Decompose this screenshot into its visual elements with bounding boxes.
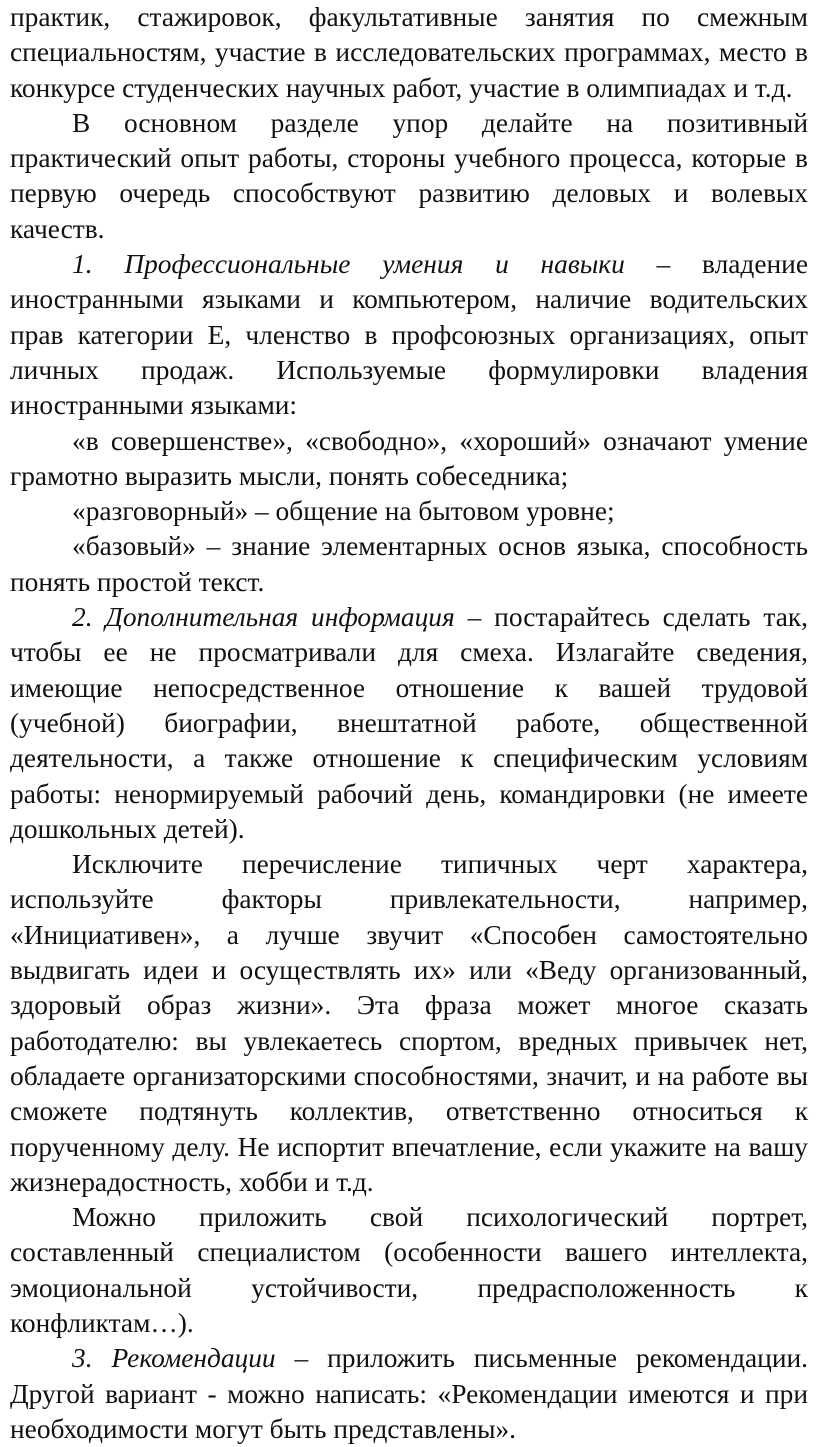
- paragraph-character-traits: [10, 847, 808, 1200]
- paragraph-text: «базовый» – знание элементарных основ языка, способность понять простой текст.: [10, 531, 808, 597]
- paragraph-language-level-conversational: [10, 494, 808, 529]
- paragraph-additional-info: [10, 600, 808, 847]
- paragraph-text: «в совершенстве», «свободно», «хороший» означают умение грамотно выразить мысли, понять собеседника;: [10, 425, 808, 491]
- paragraph-text: Исключите перечисление типичных черт характера, используйте факторы привлекательности, например, «Инициативен», а лучше звучит «Способен самостоятельно выдвигать идеи и осуществлять их» или «Веду организованный, здоровый образ жизни». Эта фраза может многое сказать работодателю: вы увлекаетесь спортом, вредных привычек нет, обладаете организаторскими способностями, значит, и на работе вы сможете подтянуть коллектив, ответственно относиться к порученному делу. Не испортит впечатление, если укажите на вашу жизнерадостность, хобби и т.д.: [10, 849, 808, 1197]
- paragraph-language-level-basic: [10, 529, 808, 600]
- paragraph-text: – приложить письменные рекомендации. Другой вариант - можно написать: «Рекомендации имеются и при необходимости могут быть представлены».: [10, 1343, 808, 1444]
- section-heading-recommendations: 3. Рекомендации: [72, 1343, 276, 1374]
- paragraph-language-level-fluent: [10, 424, 808, 495]
- paragraph-psychological-portrait: [10, 1200, 808, 1341]
- section-heading-professional-skills: 1. Профессиональные умения и навыки: [72, 249, 625, 280]
- paragraph-recommendations: [10, 1341, 808, 1447]
- paragraph-text: В основном разделе упор делайте на позитивный практический опыт работы, стороны учебного процесса, которые в первую очередь способствуют развитию деловых и волевых качеств.: [10, 107, 808, 244]
- paragraph-text: Можно приложить свой психологический портрет, составленный специалистом (особенности вашего интеллекта, эмоциональной устойчивости, предрасположенность к конфликтам…).: [10, 1202, 808, 1338]
- paragraph-continued: [10, 0, 808, 106]
- paragraph-text: – владение иностранными языками и компьютером, наличие водительских прав категории Е, членство в профсоюзных организациях, опыт личных продаж. Используемые формулировки владения иностранными языками:: [10, 249, 808, 421]
- paragraph-text: – постарайтесь сделать так, чтобы ее не просматривали для смеха. Излагайте сведения, имеющие непосредственное отношение к вашей трудовой (учебной) биографии, внештатной работе, общественной деятельности, а также отношение к специфическим условиям работы: ненормируемый рабочий день, командировки (не имеете дошкольных детей).: [10, 602, 809, 844]
- paragraph-main-section: [10, 106, 808, 247]
- paragraph-text: «разговорный» – общение на бытовом уровне;: [72, 496, 615, 527]
- paragraph-professional-skills: [10, 247, 808, 423]
- paragraph-text: практик, стажировок, факультативные занятия по смежным специальностям, участие в исследовательских программах, место в конкурсе студенческих научных работ, участие в олимпиадах и т.д.: [10, 2, 808, 103]
- section-heading-additional-info: 2. Дополнительная информация: [72, 602, 455, 633]
